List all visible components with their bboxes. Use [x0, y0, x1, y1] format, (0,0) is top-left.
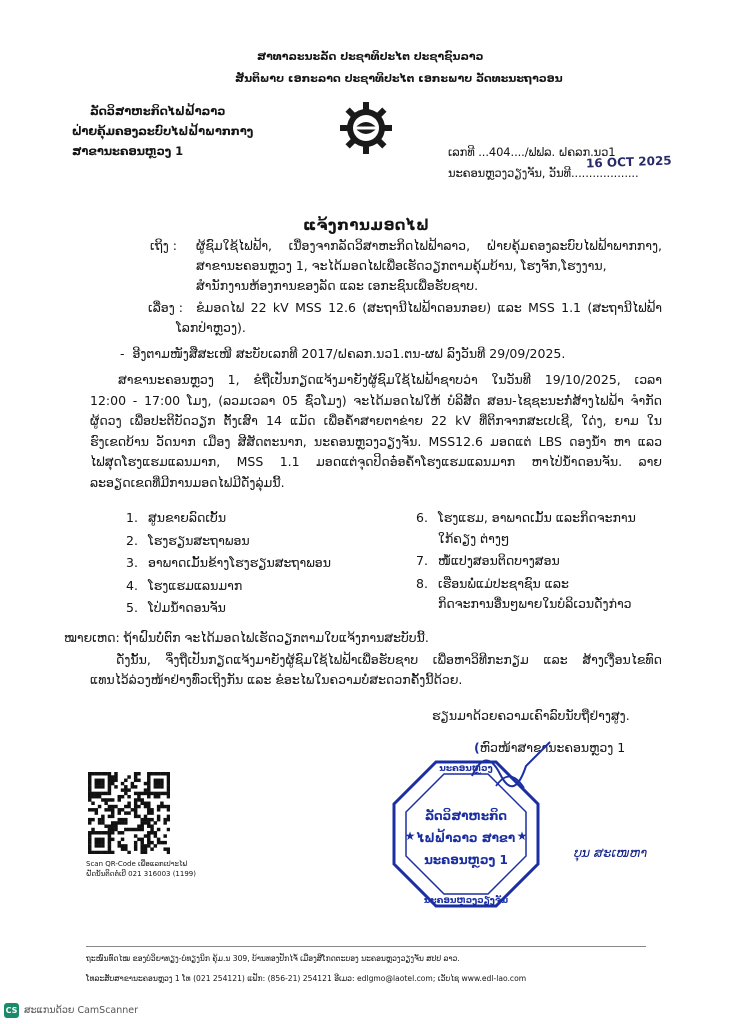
body-paragraph — [90, 370, 662, 493]
stamp-line-2: ໄຟຟ້າລາວ ສາຂາ — [416, 831, 516, 845]
camscanner-logo-icon: CS — [4, 1003, 19, 1018]
to-label: ເຖິງ : — [150, 238, 177, 253]
closing-line-2: ແທນໄວ້ລ່ວງໜ້າຢ່າງທົ່ວເຖິງກັນ ແລະ ຂໍອະໄພໃນຄວາມບໍ່ສະດວກຄັ້ງນີ້ດ້ວຍ. — [90, 672, 463, 687]
org-line-2: ຝ່າຍຄຸ້ມຄອງລະບົບໄຟຟ້າພາກກາງ — [72, 124, 254, 138]
regards: ຮຽນມາດ້ວຍຄວາມເຄົາລົບນັບຖືຢ່າງສູງ. — [432, 708, 630, 723]
footer-divider — [86, 946, 646, 947]
stamp-line-1: ລັດວິສາຫະກິດ — [424, 809, 508, 823]
motto-line: ສັນຕິພາບ ເອກະລາດ ປະຊາທິປະໄຕ ເອກະພາບ ວັດທະນະຖາວອນ — [235, 72, 563, 85]
edl-gear-logo — [338, 100, 394, 156]
subject-label: ເລື່ອງ : — [148, 300, 183, 315]
to-line-1: ຜູ້ຊົມໃຊ້ໄຟຟ້າ, ເນື່ອງຈາກລັດວິສາຫະກິດໄຟຟ້າລາວ, ຝ່າຍຄຸ້ມຄອງລະບົບໄຟຟ້າພາກກາງ, — [196, 238, 662, 253]
list-item: 2. ໂຮງຮຽນສະຖາພອນ — [126, 532, 250, 548]
body-line-2: 12:00 - 17:00 ໂມງ, (ລວມເວລາ 05 ຊົ່ວໂມງ) ຈະໄດ້ມອດໄຟໃຫ້ ບໍລິສັດ ສອນ-ໄຊຊະນະກໍ່ສ້າງໄຟຟ້າ ຈໍາກັດ — [90, 392, 662, 408]
stamp-bottom-text: ນະຄອນຫຼວງວຽງຈັນ — [423, 896, 509, 906]
list-item-continued: ໃກ້ຄຽງ ຕ່າງໆ — [438, 530, 510, 546]
list-item: 3. ອາພາດເມັ້ນຂ້າງໂຮງຮຽນສະຖາພອນ — [126, 555, 331, 570]
areas-list-left — [126, 508, 396, 619]
reference-basis — [120, 344, 565, 365]
republic-line: ສາທາລະນະລັດ ປະຊາທິປະໄຕ ປະຊາຊົນລາວ — [257, 50, 484, 63]
bullet-dash: - — [120, 346, 133, 361]
list-item-continued: ກິດຈະການອື່ນໆພາຍໃນບໍລິເວນດັ່ງກ່າວ — [438, 596, 632, 611]
date-stamp: 16 OCT 2025 — [585, 153, 672, 171]
body-line-1: ສາຂານະຄອນຫຼວງ 1, ຂໍຖືເປັນກຽດແຈ້ງມາຍັງຜູ້ຊົມໃຊ້ໄຟຟ້າຊາບວ່າ ໃນວັນທີ 19/10/2025, ເວລາ — [118, 372, 662, 387]
list-item: 6. ໂຮງແຮມ, ອາພາດເມັ້ນ ແລະກິດຈະການ — [416, 510, 636, 525]
svg-text:★: ★ — [404, 829, 416, 843]
to-line-3: ສໍານັກງານຫ້ອງການຂອງລັດ ແລະ ເອກະຊົນເພື່ອຮັບຊາບ. — [196, 278, 479, 293]
list-item: 1. ສູນຂາຍລົດເບັ້ນ — [126, 510, 227, 525]
note: ໝາຍເຫດ: ຖ້າຝົນບໍ່ຕົກ ຈະໄດ້ມອດໄຟເຮັດວຽກຕາມໃບແຈ້ງການສະບັບນີ້. — [64, 630, 429, 645]
body-line-3: ຜູ້ດວງ ເພື່ອປະຕິບັດວຽກ ຕັ້ງເສົາ 14 ແມັດ ເພື່ອຄໍ້າສາຍຕາຂ່າຍ 22 kV ທີ່ຕິກຈາກສະເປເຊີ, ໃດ່ງ, ຍາມ ໃນ — [90, 413, 662, 428]
page-title: ແຈ້ງການມອດໄຟ — [303, 216, 430, 234]
list-item: 8. ເຮືອນພໍ່ແມ່ປະຊາຊົນ ແລະ — [416, 575, 569, 591]
closing-line-1: ດັ່ງນັ້ນ, ຈຶ່ງຖືເປັນກຽດແຈ້ງມາຍັງຜູ້ຊົມໃຊ້ໄຟຟ້າເພື່ອຮັບຊາບ ເພື່ອຫາວິທີກະກຽມ ແລະ ສ້າງເງື່ອນໄຂທົດ — [116, 652, 662, 667]
subject-line-2: ໂລກປ່າຫຼວງ). — [176, 320, 246, 335]
stamp-line-3: ນະຄອນຫຼວງ 1 — [424, 853, 508, 867]
reference-value: ...404..../ຟຟລ. ຝຄລກ.ນວ1 — [478, 145, 616, 159]
body-line-6: ລະອຽດເຂດທີ່ມີການມອດໄຟມີດັ່ງລຸ່ມນີ້. — [90, 474, 285, 490]
camscanner-watermark: ສະແກນດ້ວຍ CamScanner — [24, 1005, 139, 1016]
to-line-2: ສາຂານະຄອນຫຼວງ 1, ຈະໄດ້ມອດໄຟເພື່ອເຮັດວຽກຕາມຄຸ້ມບ້ານ, ໂຮງຈັກ,ໂຮງງານ, — [196, 258, 607, 273]
qr-caption-1: Scan QR-Code ເພື່ອແລກເປາະໄຟ — [86, 860, 188, 868]
footer-address: ຖະໜົນທົດໄໝ ຂອງບໍວິຍາທຽງ-ບໍທຽງນິກ ຄຸ້ມ.ນ 309, ບ້ານທອງປັກໄຈໍ້ ເມືອງສີໂກດຕະບອງ ນະຄອນຫຼວງວຽງຈັນ ສປປ ລາວ. — [86, 954, 460, 963]
qr-code[interactable] — [88, 772, 170, 854]
subject-line-1: ຂໍມອດໄຟ 22 kV MSS 12.6 (ສະຖານີໄຟຟ້າດອນກອຍ) ແລະ MSS 1.1 (ສະຖານີໄຟຟ້າ — [196, 300, 662, 315]
handwritten-signature — [466, 736, 556, 806]
body-line-4: ຮົງເຂດບ້ານ ວັດນາກ ເມືອງ ສີສັດຕະນາກ, ນະຄອນຫຼວງວຽງຈັນ. MSS12.6 ມອດແຕ່ LBS ດອງນໍ້າ ຫາ ແລວ — [90, 433, 662, 449]
footer-contact: ໂທລະສັບສາຂານະຄອນຫຼວງ 1 ໂທ (021 254121) ແຟັກ: (856-21) 254121 ອີເມວ: edlgmo@laotel.com; ເວັບໄຊ www.edl-lao.com — [86, 974, 527, 983]
signer-title: (ຫົວໜ້າສາຂານະຄອນຫຼວງ 1 — [474, 740, 626, 755]
place-date: ນະຄອນຫຼວງວຽງຈັນ, ວັນທີ................... — [448, 166, 639, 180]
org-line-1: ລັດວິສາຫະກິດໄຟຟ້າລາວ — [90, 104, 226, 118]
reference-basis-text: ອີງຕາມໜັງສືສະເໜີ ສະບັບເລກທີ 2017/ຝຄລກ.ນວ1.ຕນ-ຜຟ ລົງວັນທີ 29/09/2025. — [132, 346, 566, 361]
areas-list-right — [416, 508, 666, 615]
svg-text:★: ★ — [516, 829, 528, 843]
list-item: 5. ໂປ່ມນໍ້າດອນຈັນ — [126, 600, 226, 615]
reference-label: ເລກທີ — [448, 145, 475, 159]
list-item: 7. ໜໍ້ແປງສອນຕິດບາງສອນ — [416, 553, 560, 568]
stamp-top-text: ນະຄອນຫຼວງ — [439, 764, 493, 774]
org-line-3: ສາຂານະຄອນຫຼວງ 1 — [72, 144, 184, 158]
qr-caption-2: ຝັດນັ້ນຕິດຕໍ່ເບີ 021 316003 (1199) — [86, 870, 196, 878]
body-line-5: ໄຟສຸດໂຮງແຮມແລນມາກ, MSS 1.1 ມອດແຕ່ຈຸດປິດອ໋ອຄໍ້າໂຮງແຮມແລນມາກ ຫາໄປ່ນໍ້າດອນຈັນ. ລາຍ — [90, 454, 662, 469]
signer-name: ບຸນ ສະເໜຫາ — [574, 846, 648, 861]
list-item: 4. ໂຮງແຮມແລນມາກ — [126, 577, 243, 593]
